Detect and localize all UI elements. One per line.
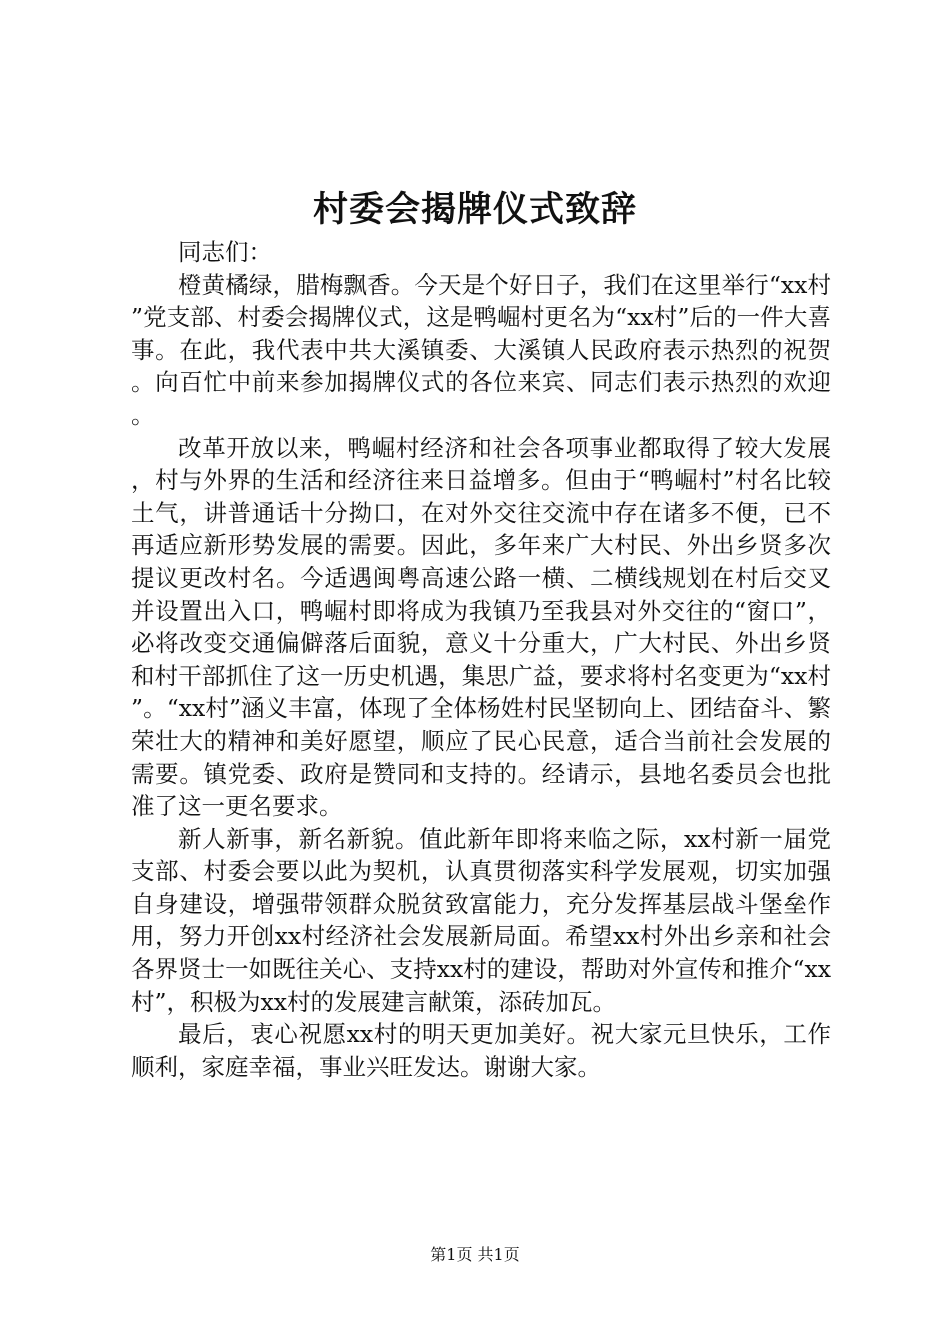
document-body	[131, 236, 831, 1083]
page-number: 第1页 共1页	[430, 1245, 520, 1264]
paragraph: 最后，衷心祝愿xx村的明天更加美好。祝大家元旦快乐，工作顺利，家庭幸福，事业兴旺发达。谢谢大家。	[131, 1020, 831, 1081]
salutation: 同志们：	[178, 238, 272, 266]
paragraph: 改革开放以来，鸭崛村经济和社会各项事业都取得了较大发展，村与外界的生活和经济往来日益增多。但由于“鸭崛村”村名比较土气，讲普通话十分拗口，在对外交往交流中存在诸多不便，已不再适应新形势发展的需要。因此，多年来广大村民、外出乡贤多次提议更改村名。今适遇闽粤高速公路一横、二横线规划在村后交叉并设置出入口，鸭崛村即将成为我镇乃至我县对外交往的“窗口”，必将改变交通偏僻落后面貌，意义十分重大，广大村民、外出乡贤和村干部抓住了这一历史机遇，集思广益，要求将村名变更为“xx村”。“xx村”涵义丰富，体现了全体杨姓村民坚韧向上、团结奋斗、繁荣壮大的精神和美好愿望，顺应了民心民意，适合当前社会发展的需要。镇党委、政府是赞同和支持的。经请示，县地名委员会也批准了这一更名要求。	[131, 433, 831, 821]
page-title: 村委会揭牌仪式致辞	[312, 189, 637, 230]
paragraph: 新人新事，新名新貌。值此新年即将来临之际，xx村新一届党支部、村委会要以此为契机，认真贯彻落实科学发展观，切实加强自身建设，增强带领群众脱贫致富能力，充分发挥基层战斗堡垒作用，努力开创xx村经济社会发展新局面。希望xx村外出乡亲和社会各界贤士一如既往关心、支持xx村的建设，帮助对外宣传和推介“xx村”，积极为xx村的发展建言献策，添砖加瓦。	[131, 824, 831, 1016]
paragraph: 橙黄橘绿，腊梅飘香。今天是个好日子，我们在这里举行“xx村”党支部、村委会揭牌仪式，这是鸭崛村更名为“xx村”后的一件大喜事。在此，我代表中共大溪镇委、大溪镇人民政府表示热烈的祝贺。向百忙中前来参加揭牌仪式的各位来宾、同志们表示热烈的欢迎。	[131, 270, 831, 429]
